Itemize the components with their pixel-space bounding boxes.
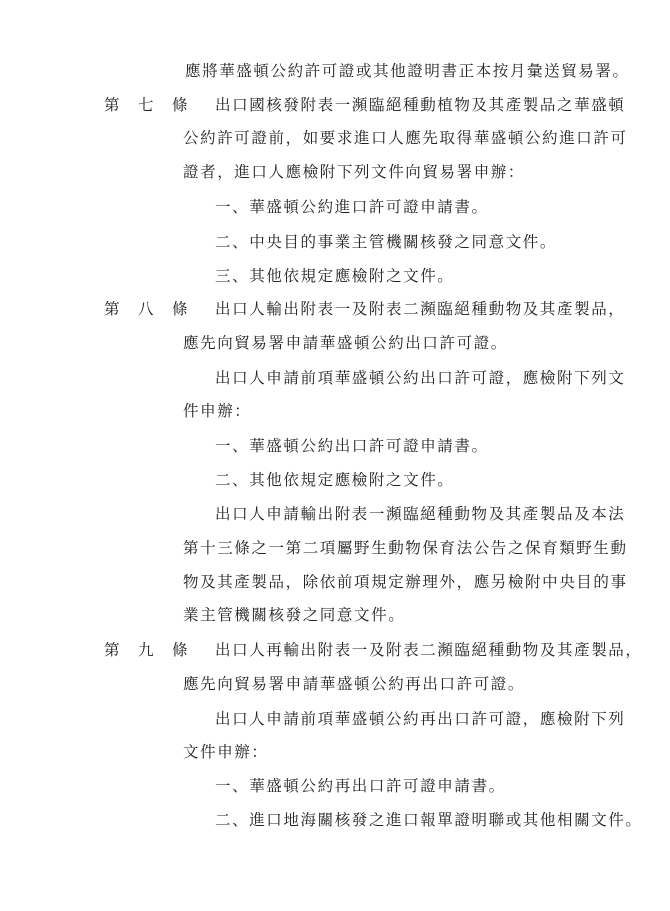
article-9-label	[104, 640, 206, 660]
text-line: 應先向貿易署申請華盛頓公約出口許可證。	[183, 334, 508, 352]
text-line: 業主管機關核發之同意文件。	[183, 606, 406, 624]
article-label-char: 條	[172, 96, 188, 114]
text-line: 出口人申請前項華盛頓公約出口許可證，應檢附下列文	[215, 369, 626, 387]
list-item: 一、華盛頓公約進口許可證申請書。	[215, 198, 489, 216]
text-line: 出口人再輸出附表一及附表二瀕臨絕種動物及其產製品，	[215, 641, 643, 659]
text-line: 出口人申請前項華盛頓公約再出口許可證，應檢附下列	[215, 710, 626, 728]
article-label-char: 第	[104, 641, 120, 659]
text-line: 文件申辦：	[183, 743, 269, 761]
list-item: 三、其他依規定應檢附之文件。	[215, 267, 455, 285]
text-line: 出口人輸出附表一及附表二瀕臨絕種動物及其產製品，	[215, 300, 626, 318]
list-item: 一、華盛頓公約再出口許可證申請書。	[215, 777, 506, 795]
article-7-label	[104, 95, 206, 115]
article-label-char: 第	[104, 300, 120, 318]
article-label-char: 第	[104, 96, 120, 114]
text-line: 公約許可證前，如要求進口人應先取得華盛頓公約進口許可	[183, 129, 628, 147]
text-line: 應將華盛頓公約許可證或其他證明書正本按月彙送貿易署。	[185, 62, 630, 80]
text-line: 第十三條之一第二項屬野生動物保育法公告之保育類野生動	[183, 539, 628, 557]
list-item: 二、其他依規定應檢附之文件。	[215, 471, 455, 489]
article-label-char: 九	[138, 641, 154, 659]
article-label-char: 條	[172, 641, 188, 659]
text-line: 出口國核發附表一瀕臨絕種動植物及其產製品之華盛頓	[215, 96, 626, 114]
article-label-char: 八	[138, 300, 154, 318]
text-line: 物及其產製品，除依前項規定辦理外，應另檢附中央目的事	[183, 573, 628, 591]
article-label-char: 七	[138, 96, 154, 114]
list-item: 二、中央目的事業主管機關核發之同意文件。	[215, 233, 558, 251]
article-8-label	[104, 299, 206, 319]
text-line: 應先向貿易署申請華盛頓公約再出口許可證。	[183, 675, 526, 693]
article-label-char: 條	[172, 300, 188, 318]
text-line: 出口人申請輸出附表一瀕臨絕種動物及其產製品及本法	[215, 505, 626, 523]
text-line: 件申辦：	[183, 402, 252, 420]
list-item: 二、進口地海關核發之進口報單證明聯或其他相關文件。	[215, 811, 643, 829]
text-line: 證者，進口人應檢附下列文件向貿易署申辦：	[183, 163, 526, 181]
list-item: 一、華盛頓公約出口許可證申請書。	[215, 437, 489, 455]
